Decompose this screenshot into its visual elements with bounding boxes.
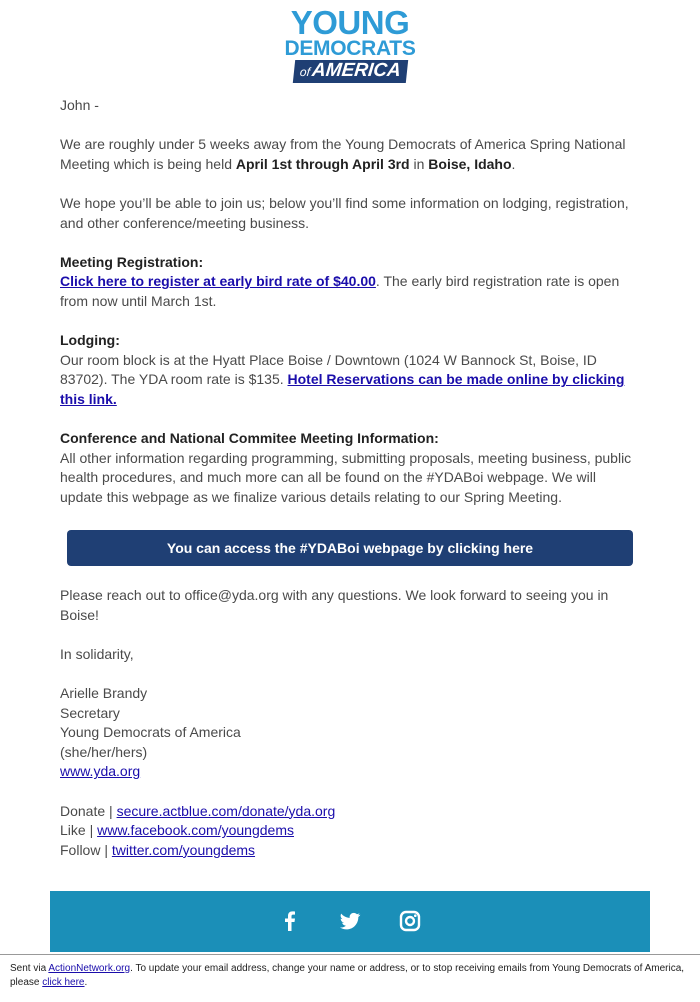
intro-paragraph: We are roughly under 5 weeks away from the Young Democrats of America Spring National Meeting which is being held April 1st through April 3rd in Boise, Idaho. <box>60 136 626 172</box>
meeting-dates: April 1st through April 3rd <box>235 155 410 172</box>
actionnetwork-link[interactable]: ActionNetwork.org <box>48 963 131 974</box>
facebook-link[interactable]: www.facebook.com/youngdems <box>97 822 294 839</box>
signature-title: Secretary <box>60 704 120 721</box>
signoff: In solidarity, <box>60 645 134 662</box>
twitter-icon[interactable] <box>338 909 362 933</box>
unsubscribe-link[interactable]: click here <box>42 977 85 988</box>
meeting-place: Boise, Idaho <box>428 155 512 172</box>
twitter-link[interactable]: twitter.com/youngdems <box>111 841 256 858</box>
signature-pronouns: (she/her/hers) <box>60 743 148 760</box>
yda-logo <box>0 4 700 83</box>
reach-out-paragraph: Please reach out to office@yda.org with any questions. We look forward to seeing you in Boise! <box>60 587 609 623</box>
lodging-heading: Lodging: <box>60 332 120 349</box>
footer-divider <box>0 954 700 955</box>
greeting: John - <box>60 97 99 113</box>
email-body <box>60 96 640 507</box>
follow-line: Follow | twitter.com/youngdems <box>60 841 256 858</box>
logo-line-young: YOUNG <box>290 4 410 41</box>
like-line: Like | www.facebook.com/youngdems <box>60 822 294 839</box>
instagram-icon[interactable] <box>398 909 422 933</box>
conference-section: Conference and National Commitee Meeting Information: All other information regarding programming, submitting proposals, meeting business, public health procedures, and much more can all be found on the #YDABoi webpage. We will update this webpage as we finalize various details relating to our Spring Meeting. <box>60 430 632 505</box>
lodging-section: Lodging: Our room block is at the Hyatt Place Boise / Downtown (1024 W Bannock St, Boise, ID 83702). The YDA room rate is $135. Hotel Reservations can be made online by clicking this link. <box>60 332 625 407</box>
social-footer-bar <box>50 891 650 952</box>
conference-heading: Conference and National Commitee Meeting Information: <box>60 430 439 447</box>
facebook-icon[interactable] <box>278 909 302 933</box>
ydaboi-webpage-button[interactable]: You can access the #YDABoi webpage by clicking here <box>67 530 633 566</box>
logo-line-america: ofAMERICA <box>292 60 407 83</box>
donate-line: Donate | secure.actblue.com/donate/yda.org <box>60 802 336 819</box>
email-closing <box>60 586 640 860</box>
signature-org: Young Democrats of America <box>60 724 241 741</box>
logo-line-democrats: DEMOCRATS <box>284 37 416 60</box>
registration-heading: Meeting Registration: <box>60 253 204 270</box>
signature-name: Arielle Brandy <box>60 684 148 701</box>
join-paragraph: We hope you’ll be able to join us; below you’ll find some information on lodging, registration, and other conference/meeting business. <box>60 194 629 231</box>
yda-website-link[interactable]: www.yda.org <box>60 763 141 780</box>
registration-section: Meeting Registration: Click here to register at early bird rate of $40.00. The early bird registration rate is open from now until March 1st. <box>60 253 620 309</box>
donate-link[interactable]: secure.actblue.com/donate/yda.org <box>116 802 336 819</box>
sent-via-footer: Sent via ActionNetwork.org. To update your email address, change your name or address, or to stop receiving emails from Young Democrats of America, please click here. <box>10 963 685 988</box>
register-link[interactable]: Click here to register at early bird rate of $40.00 <box>60 273 376 290</box>
hotel-reservation-link[interactable]: Hotel Reservations can be made online by clicking this link. <box>60 371 625 407</box>
